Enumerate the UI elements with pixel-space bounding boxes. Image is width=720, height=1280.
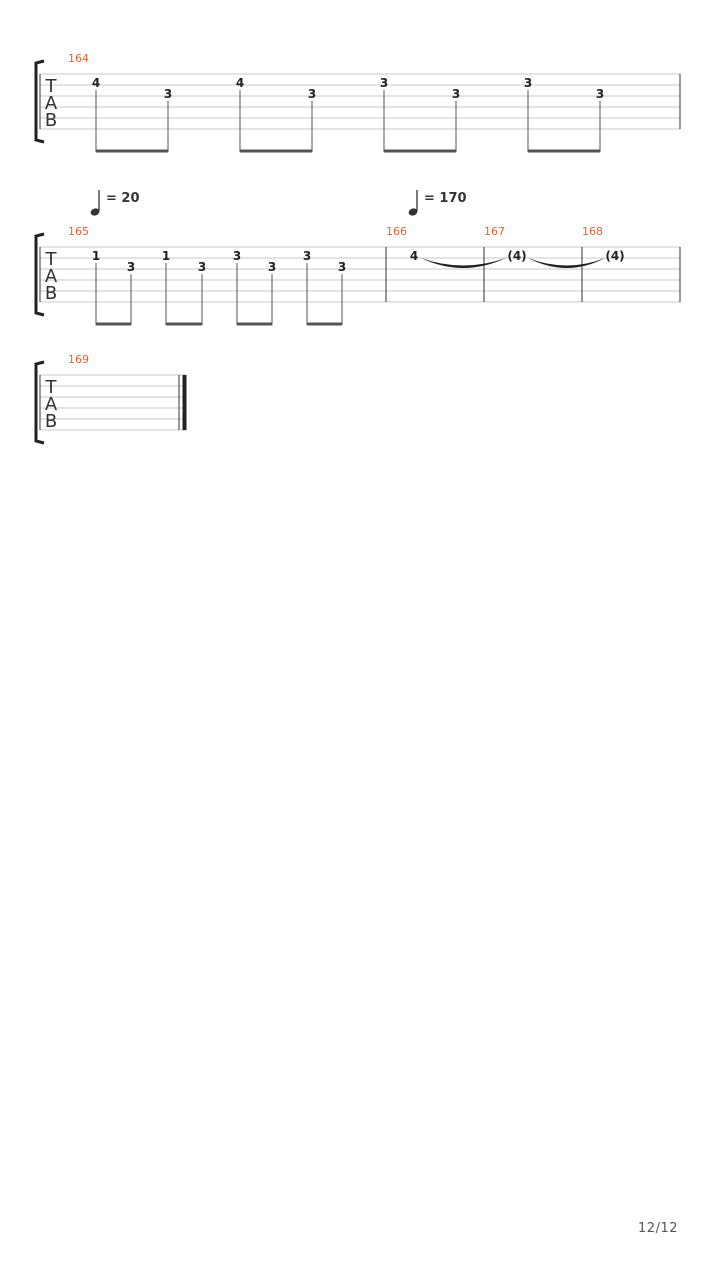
fret-number: 4 [91, 76, 101, 90]
measure-number: 166 [386, 225, 407, 238]
fret-number: 3 [197, 260, 207, 274]
fret-number: 3 [126, 260, 136, 274]
tab-clef-a: A [44, 266, 58, 287]
fret-number: 3 [451, 87, 461, 101]
measure-number: 169 [68, 353, 89, 366]
page-number: 12/12 [638, 1221, 678, 1236]
tab-clef-b: B [44, 411, 58, 432]
fret-number: 3 [595, 87, 605, 101]
tab-clef-a: A [44, 394, 58, 415]
staff-lines [40, 375, 186, 430]
system-2 [36, 225, 680, 325]
measure-number: 164 [68, 52, 89, 65]
tempo-text: = 170 [424, 191, 467, 206]
fret-number: 3 [163, 87, 173, 101]
fret-number: 3 [267, 260, 277, 274]
tempo-text: = 20 [106, 191, 140, 206]
fret-number: 3 [379, 76, 389, 90]
fret-number: 3 [337, 260, 347, 274]
tempo-marking-170 [408, 190, 467, 217]
fret-number: 1 [91, 249, 101, 263]
measure-number: 165 [68, 225, 89, 238]
tab-clef-b: B [44, 110, 58, 131]
fret-number: 3 [307, 87, 317, 101]
tempo-marking-20 [90, 190, 140, 217]
fret-number: 4 [409, 249, 419, 263]
tie [421, 258, 506, 268]
system-1 [36, 52, 680, 152]
measure-number: 168 [582, 225, 603, 238]
staff-lines [40, 247, 680, 302]
fret-number: 3 [232, 249, 242, 263]
tab-clef-t: T [45, 249, 57, 270]
tab-clef-a: A [44, 93, 58, 114]
tab-clef-t: T [45, 76, 57, 97]
fret-number-tied: (4) [507, 249, 527, 263]
staff-lines [40, 74, 680, 129]
tab-clef-b: B [44, 283, 58, 304]
fret-number: 4 [235, 76, 245, 90]
system-3 [36, 353, 186, 443]
tab-clef-t: T [45, 377, 57, 398]
measure-number: 167 [484, 225, 505, 238]
fret-number-tied: (4) [605, 249, 625, 263]
fret-number: 3 [302, 249, 312, 263]
fret-number: 3 [523, 76, 533, 90]
fret-number: 1 [161, 249, 171, 263]
tie [528, 258, 605, 268]
